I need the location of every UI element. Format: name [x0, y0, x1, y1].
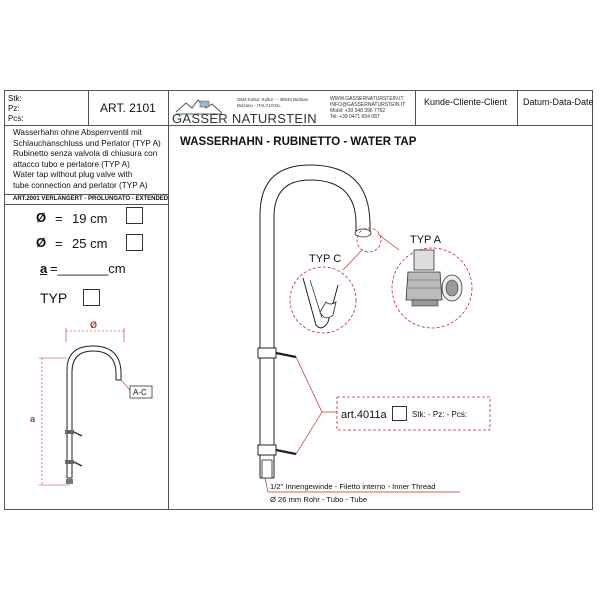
equals-sign: =	[55, 236, 63, 251]
description-line: Rubinetto senza valvola di chiusura con	[13, 149, 158, 159]
email-text: INFO@GASSERNATURSTEIN.IT	[330, 102, 406, 108]
description-line: Schlauchanschluss und Perlator (TYP A)	[13, 138, 161, 148]
article-number: ART. 2101	[100, 101, 156, 115]
label-pz: Pz:	[8, 104, 20, 113]
date-field-label: Datum-Data-Date	[523, 97, 594, 107]
tube-label: Ø 26 mm Rohr - Tubo - Tube	[270, 495, 368, 504]
art-code-checkbox[interactable]	[392, 406, 407, 421]
description-line: tube connection and perlator (TYP A)	[13, 180, 148, 190]
address-line: Bolzano - ITALY1OXIL	[237, 103, 281, 108]
description-line: attacco tubo e perlatore (TYP A)	[13, 159, 130, 169]
diameter-symbol: Ø	[36, 210, 47, 225]
option-19cm-label: 19 cm	[72, 211, 108, 226]
description-line: Wasserhahn ohne Absperrventil mit	[13, 128, 142, 137]
typ-a-label: TYP A	[410, 234, 441, 246]
extended-label: ART.2001 VERLÄNGERT - PROLUNGATO - EXTENDED	[13, 196, 169, 202]
label-pcs: Pcs:	[8, 114, 24, 123]
typ-label: TYP	[40, 290, 68, 306]
ac-type-label: A-C	[133, 388, 147, 397]
thread-label: 1/2" Innengewinde - Filetto interno - Inner Thread	[270, 482, 436, 491]
website-text: WWW.GASSERNATURSTEIN.IT	[330, 96, 404, 102]
mobile-text: Mobil: +39 348 396 7762	[330, 108, 386, 114]
a-length-field[interactable]: =_______cm	[50, 261, 126, 276]
art-qty-label: Stk: - Pz: - Pcs:	[412, 410, 468, 419]
art-code-label: art.4011a	[341, 409, 387, 421]
diameter-symbol: Ø	[36, 235, 47, 250]
a-symbol: a	[40, 261, 48, 276]
company-name: GASSER NATURSTEIN	[172, 111, 317, 126]
typ-c-label: TYP C	[309, 253, 342, 265]
description-line: Water tap without plug valve with	[13, 170, 133, 180]
drawing-title: WASSERHAHN - RUBINETTO - WATER TAP	[180, 136, 417, 148]
address-line: GMZ Kultur. Kultur - - 39040 Barbian	[237, 97, 309, 102]
phone-text: Tel: +39 0471 654 087	[330, 114, 380, 120]
equals-sign: =	[55, 211, 63, 226]
diameter-dimension-label: Ø	[90, 320, 98, 330]
a-dimension-label: a	[30, 414, 36, 424]
client-field-label: Kunde-Cliente-Client	[424, 97, 508, 107]
label-stk: Stk:	[8, 94, 22, 103]
option-25cm-label: 25 cm	[72, 236, 108, 251]
